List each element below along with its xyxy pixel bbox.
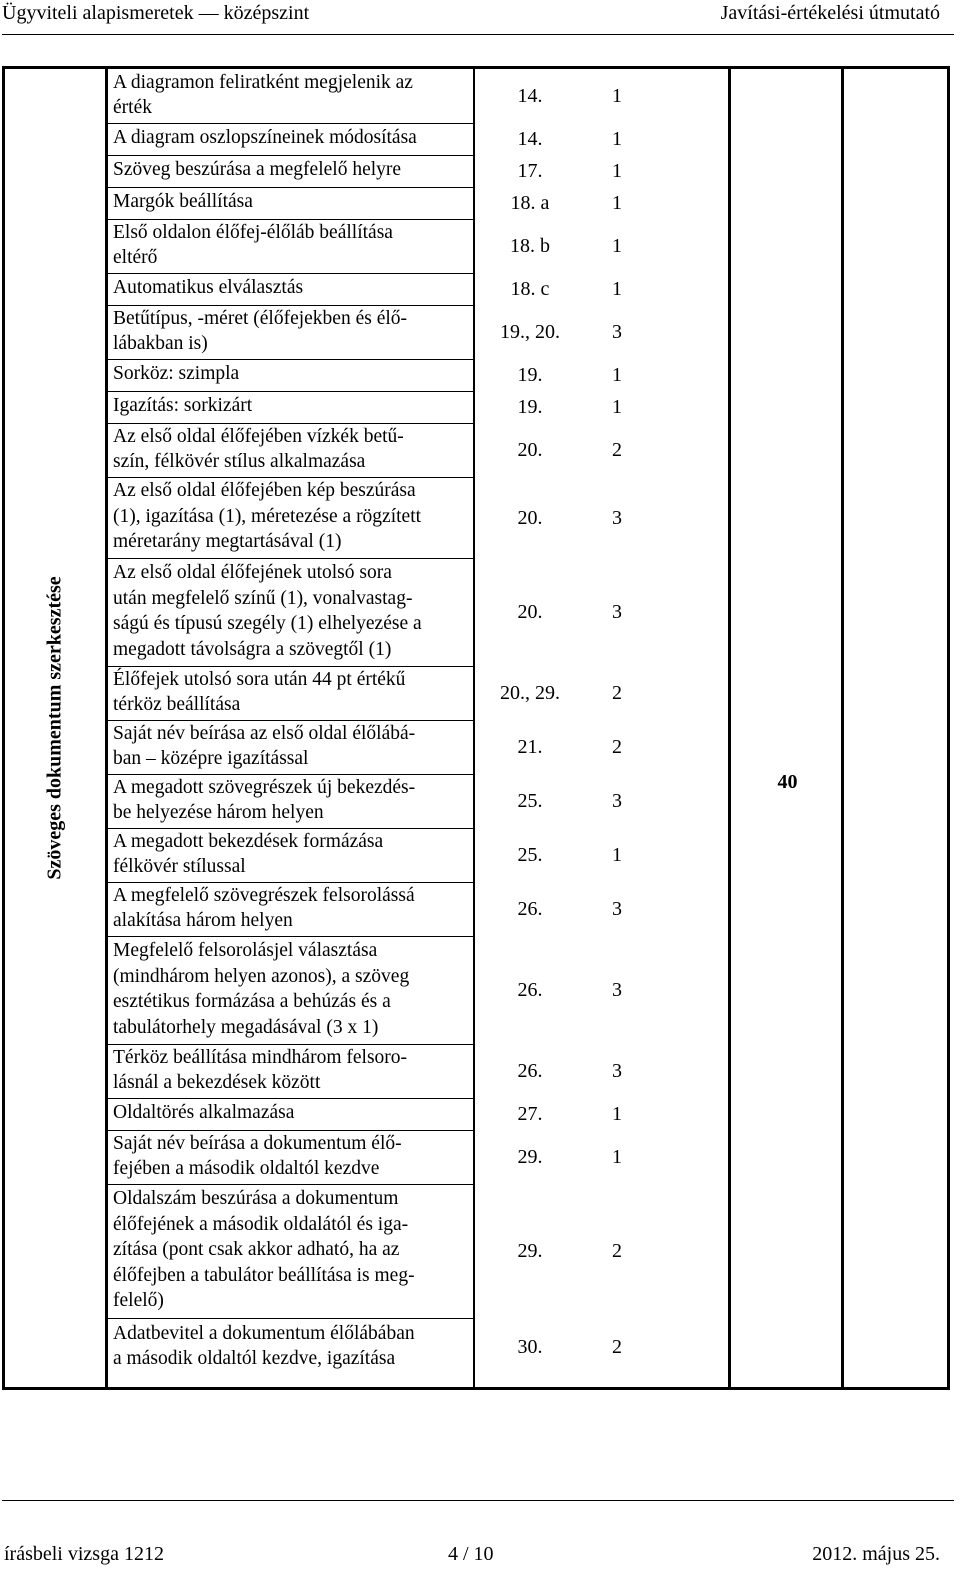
- criterion-line: (1), igazítása (1), méretezése a rögzített: [113, 505, 422, 527]
- criterion-line: térköz beállítása: [113, 694, 241, 715]
- criterion-line: felelő): [113, 1290, 164, 1312]
- row-divider: [105, 155, 475, 156]
- points-value: 1: [612, 1146, 622, 1168]
- task-reference: 26.: [517, 1060, 543, 1082]
- column-divider: [105, 69, 108, 1387]
- points-value: 1: [612, 364, 622, 386]
- criterion-line: A diagram oszlopszíneinek módosítása: [113, 127, 417, 149]
- criterion-line: eltérő: [113, 247, 158, 268]
- criterion-line: (mindhárom helyen azonos), a szöveg: [113, 965, 410, 987]
- criterion-text: [113, 1045, 471, 1096]
- criterion-text: [113, 560, 471, 662]
- section-label: Szöveges dokumentum szerkesztése: [43, 576, 66, 880]
- points-value: 2: [612, 682, 622, 704]
- task-reference: 18. c: [510, 278, 550, 300]
- task-reference: 21.: [517, 736, 543, 758]
- criterion-line: élőfejének a második oldalától és iga-: [113, 1213, 409, 1235]
- criterion-text: [113, 275, 471, 301]
- criterion-line: Oldalszám beszúrása a dokumentum: [113, 1188, 399, 1210]
- row-divider: [105, 359, 475, 360]
- criterion-line: után megfelelő színű (1), vonalvastag-: [113, 587, 413, 609]
- criterion-text: [113, 478, 471, 555]
- task-reference: 18. b: [510, 235, 550, 257]
- header-right: Javítási-értékelési útmutató: [720, 2, 940, 24]
- criterion-text: [113, 667, 471, 718]
- task-reference: 20.: [517, 601, 543, 623]
- points-value: 3: [612, 506, 622, 529]
- points-value: 1: [612, 85, 622, 107]
- task-reference: 20., 29.: [500, 682, 560, 704]
- criterion-text: [113, 424, 471, 475]
- row-divider: [105, 123, 475, 124]
- task-reference: 20.: [517, 439, 543, 461]
- criterion-line: Adatbevitel a dokumentum élőlábában: [113, 1322, 415, 1344]
- points-value: 1: [612, 278, 622, 300]
- criterion-line: a második oldaltól kezdve, igazítása: [113, 1348, 396, 1369]
- criterion-line: méretarány megtartásával (1): [113, 531, 342, 553]
- points-value: 3: [612, 790, 622, 812]
- criterion-line: esztétikus formázása a behúzás és a: [113, 991, 391, 1012]
- points-value: 3: [612, 601, 622, 623]
- criterion-line: Megfelelő felsorolásjel választása: [113, 940, 378, 961]
- criterion-line: ságú és típusú szegély (1) elhelyezése a: [113, 613, 422, 634]
- criterion-line: Betűtípus, -méret (élőfejekben és élő-: [113, 307, 408, 329]
- task-reference: 25.: [517, 844, 543, 866]
- task-reference: 29.: [517, 1146, 543, 1168]
- criterion-line: Az első oldal élőfejének utolsó sora: [113, 562, 392, 583]
- criterion-text: [113, 938, 471, 1040]
- criterion-text: [113, 1100, 471, 1126]
- criterion-line: Automatikus elválasztás: [113, 277, 304, 299]
- criterion-text: [113, 829, 471, 880]
- points-value: 2: [612, 736, 622, 758]
- header-rule: [2, 34, 954, 35]
- criterion-text: [113, 70, 471, 121]
- criterion-text: [113, 1131, 471, 1182]
- criterion-line: Térköz beállítása mindhárom felsoro-: [113, 1046, 408, 1068]
- points-value: 1: [612, 192, 622, 214]
- row-divider: [105, 1098, 475, 1099]
- points-value: 2: [612, 1240, 622, 1262]
- points-value: 1: [612, 128, 622, 150]
- criterion-text: [113, 721, 471, 772]
- points-value: 1: [612, 235, 622, 257]
- task-reference: 19.: [517, 396, 543, 418]
- criterion-text: [113, 775, 471, 826]
- row-divider: [105, 1184, 475, 1185]
- criterion-line: tabulátorhely megadásával (3 x 1): [113, 1016, 379, 1038]
- criterion-line: érték: [113, 97, 152, 118]
- row-divider: [105, 936, 475, 937]
- criterion-line: élőfejben a tabulátor beállítása is meg-: [113, 1264, 415, 1286]
- task-reference: 17.: [517, 160, 543, 182]
- criterion-line: A megfelelő szövegrészek felsorolássá: [113, 884, 415, 906]
- task-reference: 20.: [517, 506, 543, 529]
- footer-rule: [2, 1500, 954, 1501]
- criterion-text: [113, 883, 471, 934]
- points-value: 3: [612, 898, 622, 920]
- criterion-text: [113, 306, 471, 357]
- criterion-line: Sorköz: szimpla: [113, 363, 240, 385]
- points-value: 1: [612, 844, 622, 866]
- points-value: 3: [612, 979, 622, 1001]
- criterion-line: lábakban is): [113, 333, 208, 354]
- criterion-line: zítása (pont csak akkor adható, ha az: [113, 1239, 400, 1261]
- task-reference: 19., 20.: [500, 321, 560, 343]
- criterion-text: [113, 157, 471, 183]
- task-reference: 25.: [517, 790, 543, 812]
- points-value: 1: [612, 1103, 622, 1125]
- criterion-line: A megadott szövegrészek új bekezdés-: [113, 776, 416, 798]
- section-label-cell: [5, 69, 105, 1387]
- criterion-line: Margók beállítása: [113, 191, 253, 213]
- total-points-cell: [731, 69, 844, 1387]
- page-footer: [0, 1543, 960, 1573]
- criterion-line: lásnál a bekezdések között: [113, 1072, 321, 1093]
- footer-right: 2012. május 25.: [812, 1543, 940, 1565]
- criterion-line: A megadott bekezdések formázása: [113, 830, 384, 852]
- task-reference: 26.: [517, 898, 543, 920]
- points-value: 3: [612, 321, 622, 343]
- row-divider: [105, 558, 475, 559]
- criterion-line: Az első oldal élőfejében vízkék betű-: [113, 425, 404, 447]
- total-points: 40: [777, 771, 798, 793]
- criterion-text: [113, 1186, 471, 1314]
- footer-left: írásbeli vizsga 1212: [4, 1543, 164, 1565]
- criterion-line: félkövér stílussal: [113, 856, 246, 877]
- task-reference: 30.: [517, 1336, 543, 1358]
- criterion-line: ban – középre igazítással: [113, 748, 309, 769]
- points-value: 2: [612, 439, 622, 461]
- criterion-line: A diagramon feliratként megjelenik az: [113, 71, 413, 93]
- criterion-text: [113, 125, 471, 151]
- task-reference: 26.: [517, 979, 543, 1001]
- criterion-line: Élőfejek utolsó sora után 44 pt értékű: [113, 668, 406, 690]
- task-reference: 14.: [517, 128, 543, 150]
- scoring-table: [2, 66, 950, 1390]
- criterion-line: szín, félkövér stílus alkalmazása: [113, 451, 366, 472]
- row-divider: [105, 1318, 475, 1319]
- task-reference: 29.: [517, 1240, 543, 1262]
- criterion-line: Igazítás: sorkizárt: [113, 395, 253, 417]
- row-divider: [105, 187, 475, 188]
- criterion-text: [113, 189, 471, 215]
- criterion-line: Saját név beírása a dokumentum élő-: [113, 1132, 402, 1154]
- criterion-line: megadott távolságra a szövegtől (1): [113, 638, 392, 660]
- task-reference: 14.: [517, 85, 543, 107]
- points-value: 2: [612, 1336, 622, 1358]
- footer-center: 4 / 10: [448, 1543, 494, 1565]
- header-left: Ügyviteli alapismeretek — középszint: [2, 2, 310, 24]
- criterion-line: Szöveg beszúrása a megfelelő helyre: [113, 159, 402, 181]
- criterion-text: [113, 1321, 471, 1372]
- criterion-line: be helyezése három helyen: [113, 802, 324, 823]
- criterion-line: fejében a második oldaltól kezdve: [113, 1158, 380, 1179]
- row-divider: [105, 273, 475, 274]
- criterion-line: Első oldalon élőfej-élőláb beállítása: [113, 221, 393, 243]
- criterion-line: Oldaltörés alkalmazása: [113, 1102, 295, 1124]
- criterion-text: [113, 220, 471, 271]
- task-reference: 19.: [517, 364, 543, 386]
- criterion-text: [113, 393, 471, 419]
- points-value: 1: [612, 396, 622, 418]
- criterion-line: Saját név beírása az első oldal élőlábá-: [113, 722, 416, 744]
- criterion-line: Az első oldal élőfejében kép beszúrása: [113, 480, 416, 502]
- criterion-line: alakítása három helyen: [113, 910, 293, 931]
- criterion-text: [113, 361, 471, 387]
- points-value: 3: [612, 1060, 622, 1082]
- points-value: 1: [612, 160, 622, 182]
- task-reference: 18. a: [510, 192, 550, 214]
- column-divider: [473, 69, 475, 1387]
- row-divider: [105, 391, 475, 392]
- task-reference: 27.: [517, 1103, 543, 1125]
- page-header: [2, 2, 940, 32]
